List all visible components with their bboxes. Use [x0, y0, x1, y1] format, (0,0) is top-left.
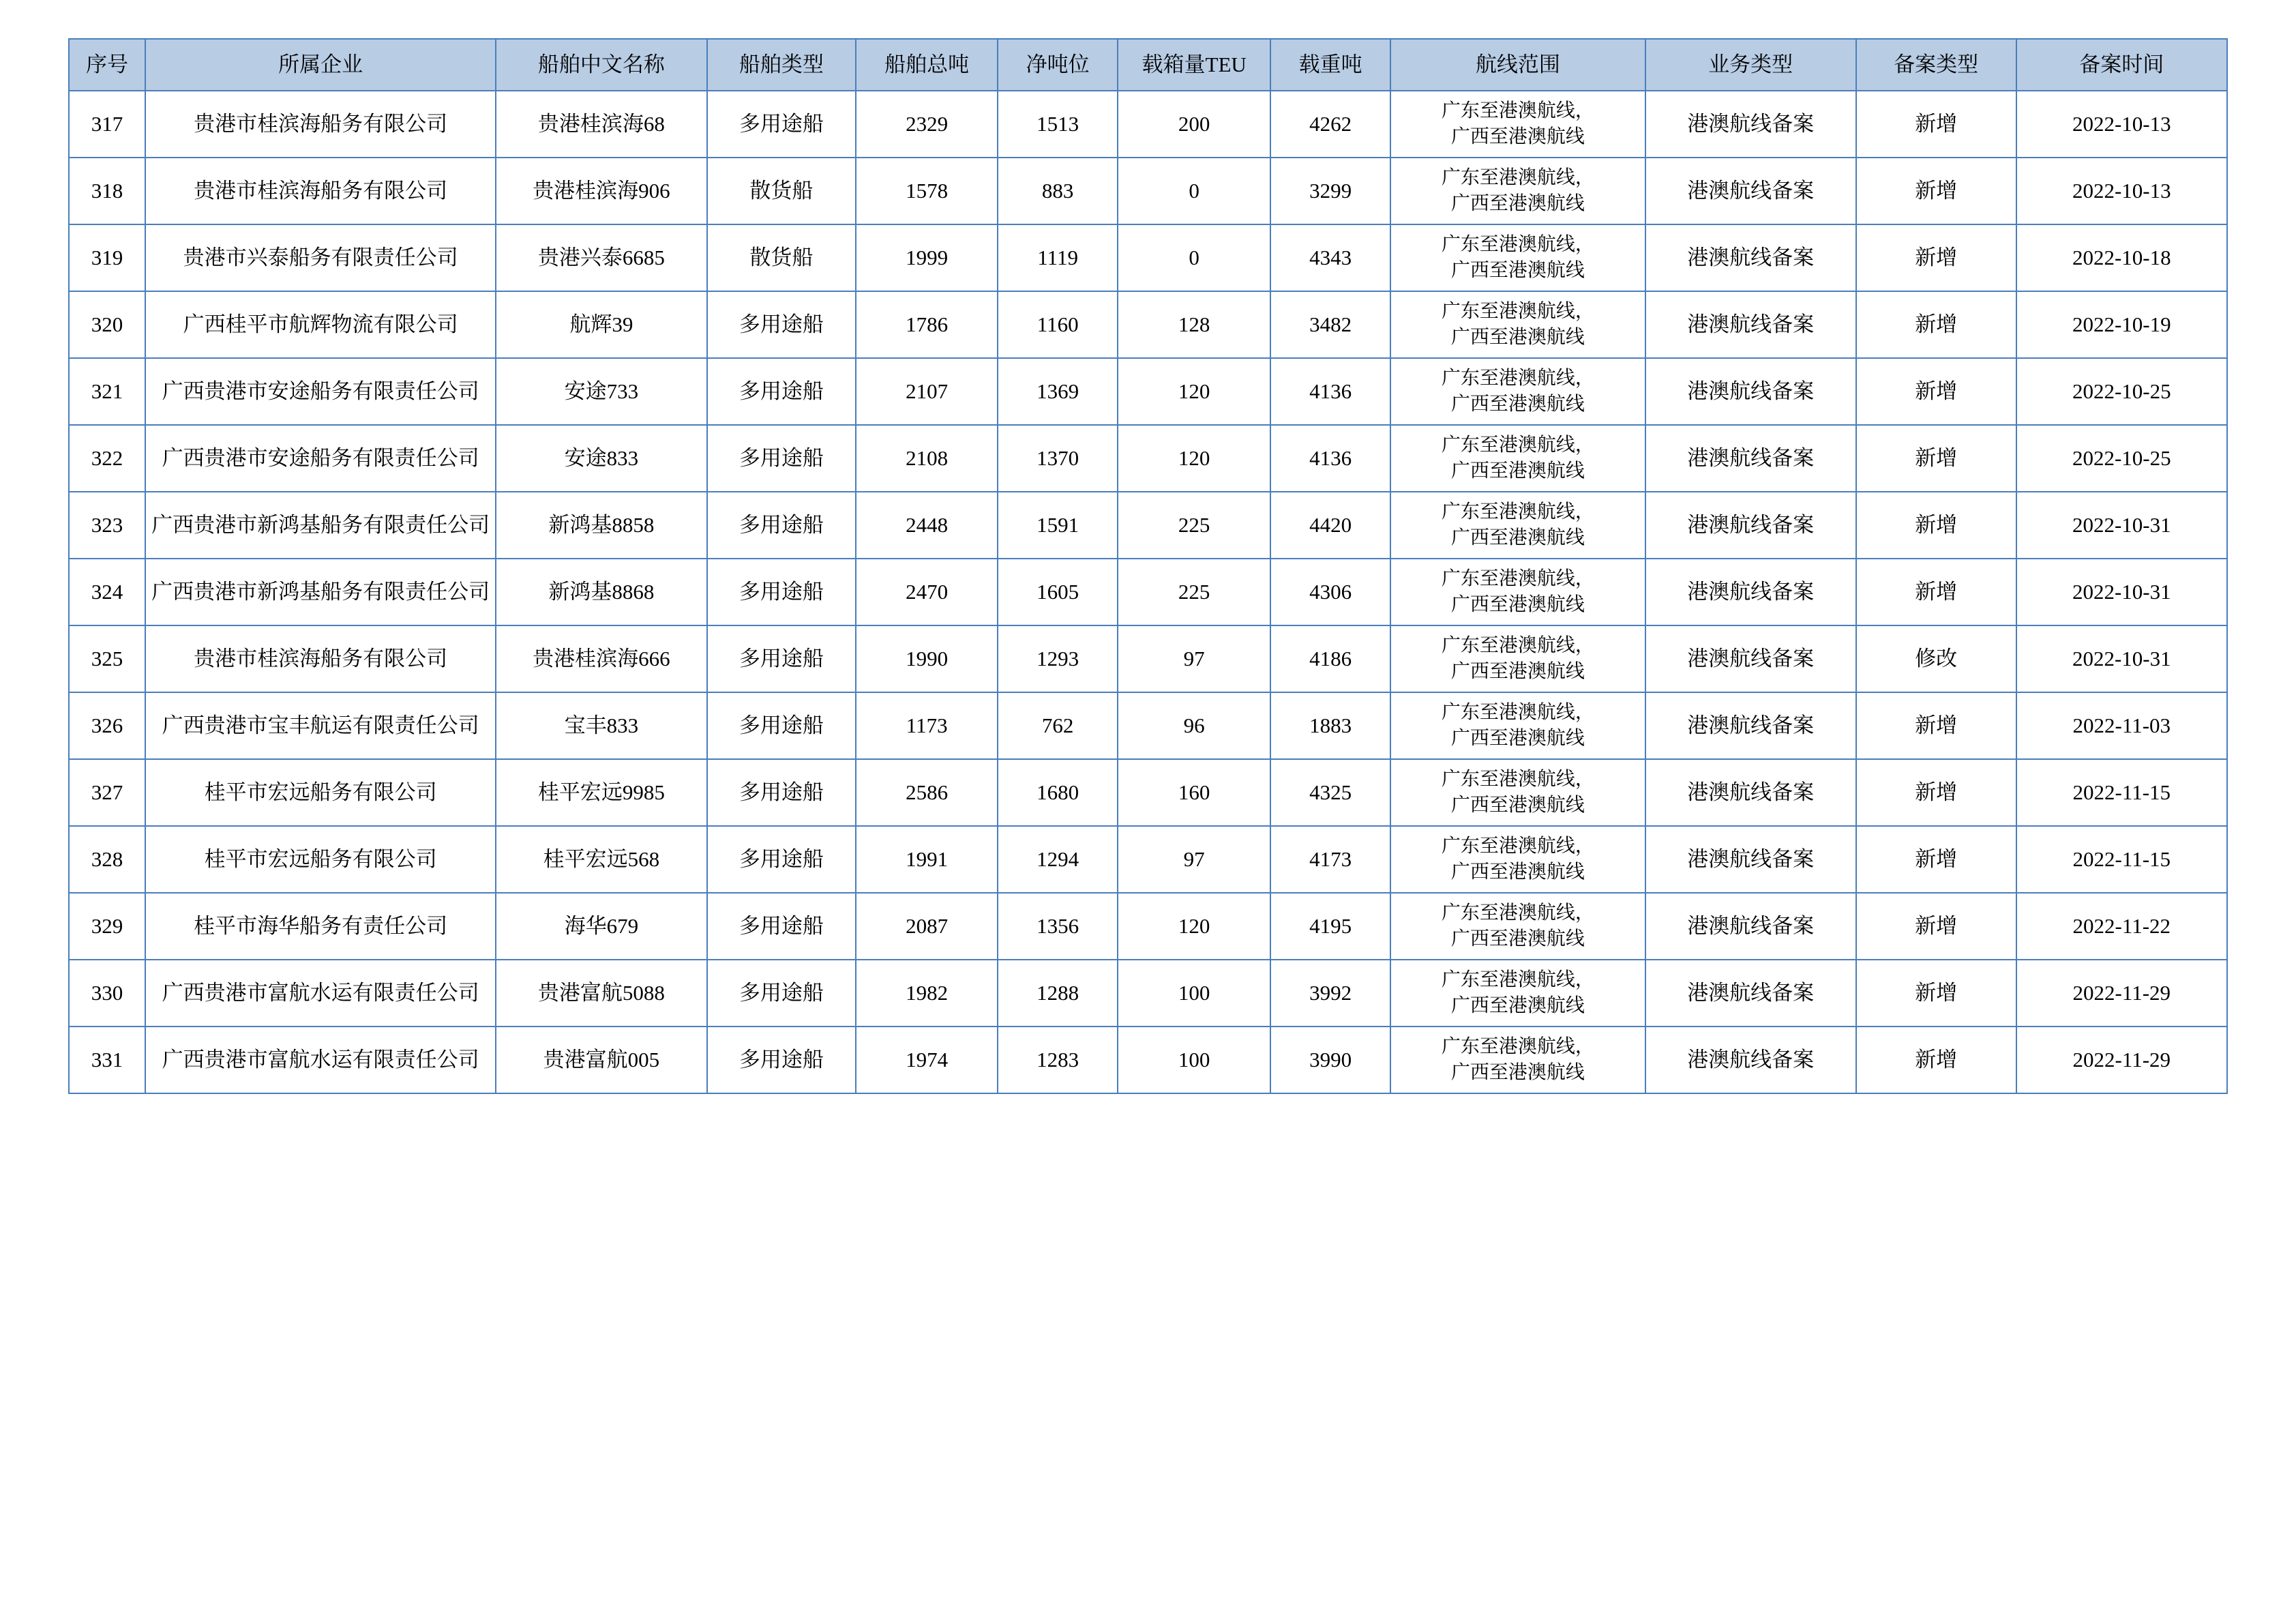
- cell-ship-name: 贵港兴泰6685: [496, 224, 706, 291]
- cell-ship-name: 贵港富航005: [496, 1027, 706, 1093]
- cell-net-tonnage: 1680: [998, 759, 1118, 826]
- cell-route: [1390, 893, 1645, 960]
- cell-company: 广西贵港市安途船务有限责任公司: [145, 425, 496, 492]
- cell-route: [1390, 158, 1645, 224]
- column-header-ship-type: 船舶类型: [707, 39, 856, 91]
- cell-net-tonnage: 1605: [998, 559, 1118, 625]
- column-header-gross-tonnage: 船舶总吨: [856, 39, 998, 91]
- cell-company: 广西贵港市安途船务有限责任公司: [145, 358, 496, 425]
- route-line-2: 广西至港澳航线: [1450, 193, 1585, 214]
- cell-route: [1390, 291, 1645, 358]
- cell-business-type: 港澳航线备案: [1645, 291, 1856, 358]
- cell-deadweight: 4173: [1270, 826, 1390, 893]
- cell-record-date: 2022-11-22: [2016, 893, 2227, 960]
- cell-ship-type: 散货船: [707, 224, 856, 291]
- cell-teu: 160: [1118, 759, 1270, 826]
- cell-gross-tonnage: 1990: [856, 625, 998, 692]
- cell-teu: 225: [1118, 492, 1270, 559]
- cell-net-tonnage: 1288: [998, 960, 1118, 1027]
- cell-ship-type: 多用途船: [707, 492, 856, 559]
- cell-gross-tonnage: 1173: [856, 692, 998, 759]
- cell-record-type: 新增: [1856, 425, 2016, 492]
- cell-ship-name: 桂平宏远568: [496, 826, 706, 893]
- cell-gross-tonnage: 2108: [856, 425, 998, 492]
- cell-index: 325: [69, 625, 145, 692]
- cell-record-date: 2022-11-03: [2016, 692, 2227, 759]
- table-row: [69, 91, 2227, 158]
- cell-gross-tonnage: 1578: [856, 158, 998, 224]
- cell-index: 317: [69, 91, 145, 158]
- cell-deadweight: 3482: [1270, 291, 1390, 358]
- table-row: [69, 224, 2227, 291]
- column-header-record-date: 备案时间: [2016, 39, 2227, 91]
- cell-net-tonnage: 1119: [998, 224, 1118, 291]
- cell-ship-name: 贵港富航5088: [496, 960, 706, 1027]
- cell-gross-tonnage: 1999: [856, 224, 998, 291]
- cell-index: 319: [69, 224, 145, 291]
- cell-teu: 200: [1118, 91, 1270, 158]
- cell-index: 324: [69, 559, 145, 625]
- route-line-2: 广西至港澳航线: [1450, 728, 1585, 749]
- table-row: [69, 425, 2227, 492]
- route-line-2: 广西至港澳航线: [1450, 928, 1585, 949]
- cell-company: 广西贵港市富航水运有限责任公司: [145, 1027, 496, 1093]
- route-line-1: 广东至港澳航线，: [1441, 969, 1594, 991]
- cell-record-type: 新增: [1856, 291, 2016, 358]
- cell-deadweight: 4136: [1270, 358, 1390, 425]
- cell-teu: 0: [1118, 158, 1270, 224]
- cell-route: [1390, 91, 1645, 158]
- cell-company: 广西贵港市新鸿基船务有限责任公司: [145, 492, 496, 559]
- cell-ship-type: 多用途船: [707, 291, 856, 358]
- cell-net-tonnage: 1294: [998, 826, 1118, 893]
- cell-company: 贵港市桂滨海船务有限公司: [145, 91, 496, 158]
- table-header-row: [69, 39, 2227, 91]
- cell-ship-type: 多用途船: [707, 1027, 856, 1093]
- column-header-business-type: 业务类型: [1645, 39, 1856, 91]
- ship-registration-table: [68, 38, 2228, 1094]
- cell-ship-name: 安途833: [496, 425, 706, 492]
- cell-deadweight: 4306: [1270, 559, 1390, 625]
- cell-route: [1390, 559, 1645, 625]
- cell-net-tonnage: 1356: [998, 893, 1118, 960]
- cell-record-date: 2022-10-25: [2016, 358, 2227, 425]
- cell-company: 桂平市海华船务有责任公司: [145, 893, 496, 960]
- cell-business-type: 港澳航线备案: [1645, 826, 1856, 893]
- cell-record-date: 2022-10-31: [2016, 492, 2227, 559]
- cell-company: 广西桂平市航辉物流有限公司: [145, 291, 496, 358]
- cell-business-type: 港澳航线备案: [1645, 91, 1856, 158]
- route-line-2: 广西至港澳航线: [1450, 661, 1585, 682]
- cell-gross-tonnage: 2448: [856, 492, 998, 559]
- route-line-2: 广西至港澳航线: [1450, 795, 1585, 816]
- cell-ship-type: 多用途船: [707, 960, 856, 1027]
- cell-deadweight: 3990: [1270, 1027, 1390, 1093]
- table-body: [69, 91, 2227, 1093]
- cell-deadweight: 3992: [1270, 960, 1390, 1027]
- cell-net-tonnage: 1513: [998, 91, 1118, 158]
- table-row: [69, 291, 2227, 358]
- cell-deadweight: 4343: [1270, 224, 1390, 291]
- route-line-2: 广西至港澳航线: [1450, 594, 1585, 615]
- route-line-1: 广东至港澳航线，: [1441, 234, 1594, 256]
- cell-gross-tonnage: 1786: [856, 291, 998, 358]
- table-row: [69, 158, 2227, 224]
- cell-route: [1390, 960, 1645, 1027]
- cell-route: [1390, 492, 1645, 559]
- cell-deadweight: 4262: [1270, 91, 1390, 158]
- cell-teu: 97: [1118, 826, 1270, 893]
- cell-ship-type: 多用途船: [707, 826, 856, 893]
- cell-business-type: 港澳航线备案: [1645, 492, 1856, 559]
- cell-business-type: 港澳航线备案: [1645, 893, 1856, 960]
- cell-net-tonnage: 1370: [998, 425, 1118, 492]
- cell-record-date: 2022-10-31: [2016, 559, 2227, 625]
- table-row: [69, 893, 2227, 960]
- cell-gross-tonnage: 1974: [856, 1027, 998, 1093]
- column-header-ship-name: 船舶中文名称: [496, 39, 706, 91]
- cell-teu: 96: [1118, 692, 1270, 759]
- cell-route: [1390, 425, 1645, 492]
- route-line-1: 广东至港澳航线，: [1441, 368, 1594, 389]
- table-row: [69, 625, 2227, 692]
- cell-index: 328: [69, 826, 145, 893]
- cell-net-tonnage: 762: [998, 692, 1118, 759]
- cell-route: [1390, 1027, 1645, 1093]
- cell-route: [1390, 826, 1645, 893]
- cell-business-type: 港澳航线备案: [1645, 425, 1856, 492]
- cell-business-type: 港澳航线备案: [1645, 559, 1856, 625]
- route-line-1: 广东至港澳航线，: [1441, 635, 1594, 657]
- cell-company: 桂平市宏远船务有限公司: [145, 826, 496, 893]
- cell-ship-type: 多用途船: [707, 559, 856, 625]
- route-line-2: 广西至港澳航线: [1450, 394, 1585, 415]
- cell-teu: 100: [1118, 960, 1270, 1027]
- cell-index: 330: [69, 960, 145, 1027]
- cell-index: 327: [69, 759, 145, 826]
- cell-record-type: 新增: [1856, 1027, 2016, 1093]
- cell-business-type: 港澳航线备案: [1645, 625, 1856, 692]
- cell-company: 贵港市桂滨海船务有限公司: [145, 625, 496, 692]
- route-line-2: 广西至港澳航线: [1450, 1062, 1585, 1083]
- cell-record-type: 新增: [1856, 224, 2016, 291]
- cell-record-date: 2022-11-29: [2016, 960, 2227, 1027]
- cell-ship-name: 贵港桂滨海68: [496, 91, 706, 158]
- cell-net-tonnage: 1369: [998, 358, 1118, 425]
- cell-route: [1390, 759, 1645, 826]
- cell-business-type: 港澳航线备案: [1645, 692, 1856, 759]
- cell-record-type: 新增: [1856, 893, 2016, 960]
- column-header-route: 航线范围: [1390, 39, 1645, 91]
- column-header-teu: 载箱量TEU: [1118, 39, 1270, 91]
- cell-business-type: 港澳航线备案: [1645, 224, 1856, 291]
- cell-record-type: 修改: [1856, 625, 2016, 692]
- cell-gross-tonnage: 2329: [856, 91, 998, 158]
- cell-ship-type: 多用途船: [707, 625, 856, 692]
- cell-business-type: 港澳航线备案: [1645, 759, 1856, 826]
- cell-business-type: 港澳航线备案: [1645, 960, 1856, 1027]
- table-header: [69, 39, 2227, 91]
- route-line-1: 广东至港澳航线，: [1441, 301, 1594, 323]
- cell-index: 322: [69, 425, 145, 492]
- cell-teu: 120: [1118, 425, 1270, 492]
- cell-index: 318: [69, 158, 145, 224]
- cell-ship-name: 桂平宏远9985: [496, 759, 706, 826]
- table-row: [69, 1027, 2227, 1093]
- route-line-2: 广西至港澳航线: [1450, 527, 1585, 548]
- cell-ship-name: 安途733: [496, 358, 706, 425]
- route-line-1: 广东至港澳航线，: [1441, 902, 1594, 924]
- cell-gross-tonnage: 2087: [856, 893, 998, 960]
- route-line-2: 广西至港澳航线: [1450, 861, 1585, 883]
- cell-ship-name: 航辉39: [496, 291, 706, 358]
- cell-index: 321: [69, 358, 145, 425]
- column-header-record-type: 备案类型: [1856, 39, 2016, 91]
- cell-gross-tonnage: 2470: [856, 559, 998, 625]
- cell-record-type: 新增: [1856, 358, 2016, 425]
- cell-record-type: 新增: [1856, 692, 2016, 759]
- cell-teu: 100: [1118, 1027, 1270, 1093]
- cell-ship-name: 贵港桂滨海906: [496, 158, 706, 224]
- cell-ship-name: 贵港桂滨海666: [496, 625, 706, 692]
- cell-gross-tonnage: 2107: [856, 358, 998, 425]
- cell-gross-tonnage: 1991: [856, 826, 998, 893]
- cell-record-date: 2022-10-13: [2016, 91, 2227, 158]
- cell-route: [1390, 692, 1645, 759]
- column-header-index: 序号: [69, 39, 145, 91]
- route-line-2: 广西至港澳航线: [1450, 327, 1585, 348]
- route-line-2: 广西至港澳航线: [1450, 126, 1585, 147]
- route-line-1: 广东至港澳航线，: [1441, 702, 1594, 724]
- cell-deadweight: 4195: [1270, 893, 1390, 960]
- route-line-1: 广东至港澳航线，: [1441, 1036, 1594, 1058]
- cell-record-type: 新增: [1856, 158, 2016, 224]
- cell-company: 贵港市兴泰船务有限责任公司: [145, 224, 496, 291]
- cell-deadweight: 3299: [1270, 158, 1390, 224]
- cell-business-type: 港澳航线备案: [1645, 158, 1856, 224]
- cell-record-type: 新增: [1856, 559, 2016, 625]
- cell-teu: 120: [1118, 358, 1270, 425]
- table-row: [69, 559, 2227, 625]
- cell-net-tonnage: 883: [998, 158, 1118, 224]
- table-row: [69, 492, 2227, 559]
- cell-company: 桂平市宏远船务有限公司: [145, 759, 496, 826]
- cell-deadweight: 4420: [1270, 492, 1390, 559]
- route-line-1: 广东至港澳航线，: [1441, 836, 1594, 857]
- cell-record-date: 2022-10-18: [2016, 224, 2227, 291]
- cell-deadweight: 4325: [1270, 759, 1390, 826]
- cell-record-date: 2022-11-15: [2016, 826, 2227, 893]
- cell-index: 320: [69, 291, 145, 358]
- cell-record-date: 2022-11-15: [2016, 759, 2227, 826]
- table-row: [69, 692, 2227, 759]
- cell-record-date: 2022-10-19: [2016, 291, 2227, 358]
- cell-company: 广西贵港市新鸿基船务有限责任公司: [145, 559, 496, 625]
- column-header-company: 所属企业: [145, 39, 496, 91]
- cell-net-tonnage: 1591: [998, 492, 1118, 559]
- cell-ship-type: 多用途船: [707, 692, 856, 759]
- cell-ship-type: 多用途船: [707, 91, 856, 158]
- cell-teu: 128: [1118, 291, 1270, 358]
- route-line-2: 广西至港澳航线: [1450, 260, 1585, 281]
- cell-gross-tonnage: 2586: [856, 759, 998, 826]
- cell-route: [1390, 625, 1645, 692]
- cell-route: [1390, 224, 1645, 291]
- cell-index: 331: [69, 1027, 145, 1093]
- cell-index: 329: [69, 893, 145, 960]
- route-line-1: 广东至港澳航线，: [1441, 501, 1594, 523]
- cell-gross-tonnage: 1982: [856, 960, 998, 1027]
- cell-ship-type: 多用途船: [707, 893, 856, 960]
- route-line-1: 广东至港澳航线，: [1441, 568, 1594, 590]
- route-line-2: 广西至港澳航线: [1450, 995, 1585, 1016]
- route-line-1: 广东至港澳航线，: [1441, 167, 1594, 189]
- cell-record-date: 2022-11-29: [2016, 1027, 2227, 1093]
- cell-ship-type: 多用途船: [707, 425, 856, 492]
- route-line-1: 广东至港澳航线，: [1441, 100, 1594, 122]
- cell-company: 贵港市桂滨海船务有限公司: [145, 158, 496, 224]
- route-line-1: 广东至港澳航线，: [1441, 434, 1594, 456]
- table-row: [69, 759, 2227, 826]
- cell-record-type: 新增: [1856, 826, 2016, 893]
- cell-ship-name: 海华679: [496, 893, 706, 960]
- cell-record-type: 新增: [1856, 960, 2016, 1027]
- cell-teu: 225: [1118, 559, 1270, 625]
- cell-net-tonnage: 1160: [998, 291, 1118, 358]
- cell-deadweight: 4136: [1270, 425, 1390, 492]
- cell-ship-type: 多用途船: [707, 358, 856, 425]
- table-row: [69, 826, 2227, 893]
- cell-teu: 0: [1118, 224, 1270, 291]
- route-line-2: 广西至港澳航线: [1450, 460, 1585, 482]
- cell-teu: 120: [1118, 893, 1270, 960]
- column-header-net-tonnage: 净吨位: [998, 39, 1118, 91]
- table-row: [69, 960, 2227, 1027]
- cell-index: 326: [69, 692, 145, 759]
- cell-teu: 97: [1118, 625, 1270, 692]
- cell-record-date: 2022-10-25: [2016, 425, 2227, 492]
- column-header-deadweight: 载重吨: [1270, 39, 1390, 91]
- cell-deadweight: 1883: [1270, 692, 1390, 759]
- cell-ship-type: 散货船: [707, 158, 856, 224]
- cell-company: 广西贵港市富航水运有限责任公司: [145, 960, 496, 1027]
- cell-record-type: 新增: [1856, 759, 2016, 826]
- cell-net-tonnage: 1293: [998, 625, 1118, 692]
- table-row: [69, 358, 2227, 425]
- cell-record-type: 新增: [1856, 91, 2016, 158]
- cell-company: 广西贵港市宝丰航运有限责任公司: [145, 692, 496, 759]
- route-line-1: 广东至港澳航线，: [1441, 769, 1594, 791]
- cell-route: [1390, 358, 1645, 425]
- cell-deadweight: 4186: [1270, 625, 1390, 692]
- cell-ship-type: 多用途船: [707, 759, 856, 826]
- cell-business-type: 港澳航线备案: [1645, 1027, 1856, 1093]
- cell-net-tonnage: 1283: [998, 1027, 1118, 1093]
- cell-record-date: 2022-10-13: [2016, 158, 2227, 224]
- cell-ship-name: 宝丰833: [496, 692, 706, 759]
- cell-business-type: 港澳航线备案: [1645, 358, 1856, 425]
- cell-ship-name: 新鸿基8868: [496, 559, 706, 625]
- cell-ship-name: 新鸿基8858: [496, 492, 706, 559]
- cell-index: 323: [69, 492, 145, 559]
- cell-record-date: 2022-10-31: [2016, 625, 2227, 692]
- cell-record-type: 新增: [1856, 492, 2016, 559]
